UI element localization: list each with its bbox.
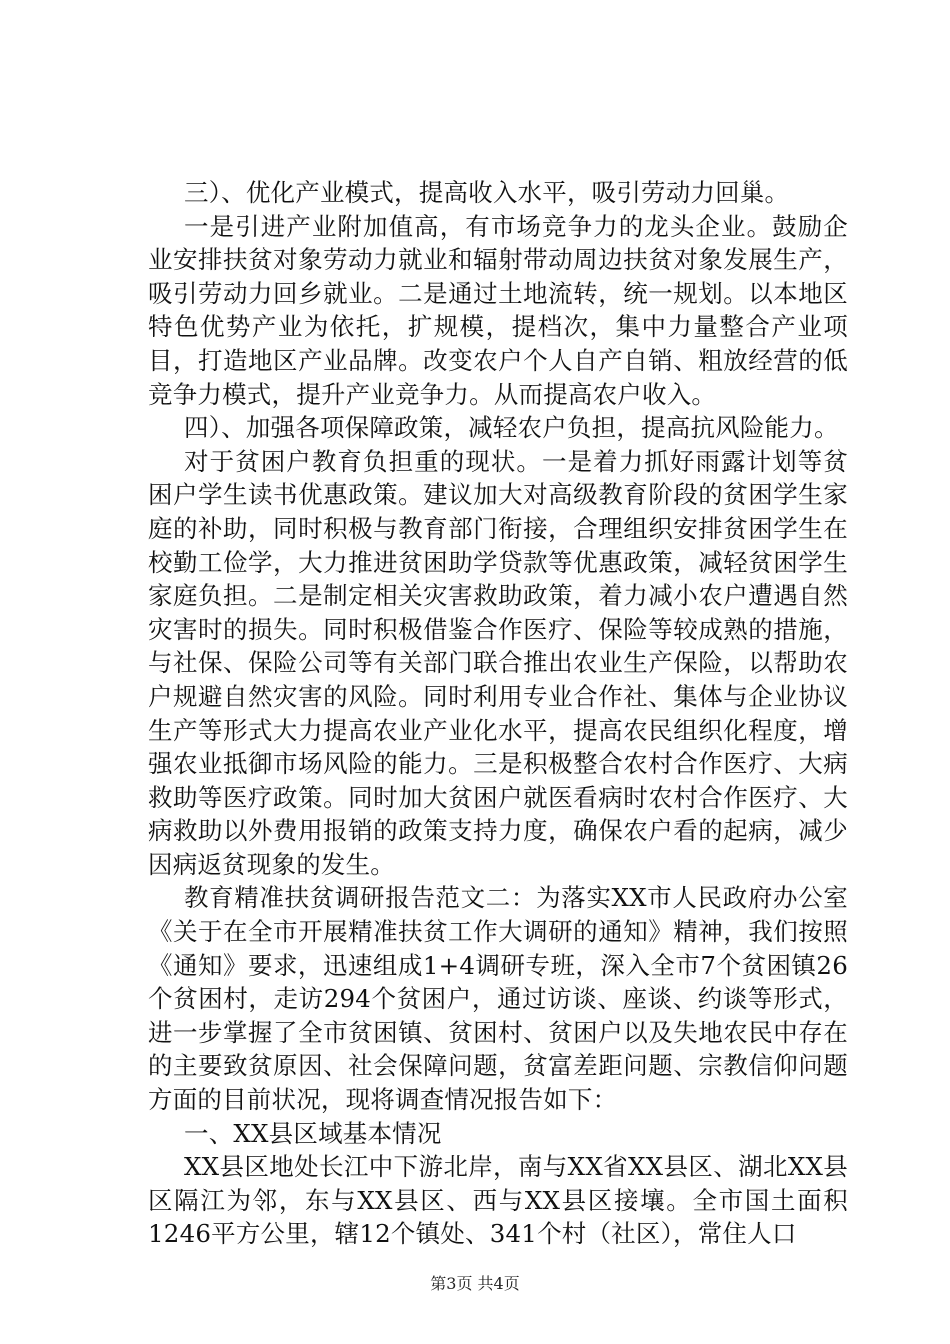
section-heading-three: 三）、优化产业模式，提高收入水平，吸引劳动力回巢。 <box>184 178 790 207</box>
paragraph-education-burden: 对于贫困户教育负担重的现状。一是着力抓好雨露计划等贫困户学生读书优惠政策。建议加大对高级教育阶段的贫困学生家庭的补助，同时积极与教育部门衔接，合理组织安排贫困学生在校勤工俭学，大力推进贫困助学贷款等优惠政策，减轻贫困学生家庭负担。二是制定相关灾害救助政策，着力减小农户遭遇自然灾害时的损失。同时积极借鉴合作医疗、保险等较成熟的措施，与社保、保险公司等有关部门联合推出农业生产保险，以帮助农户规避自然灾害的风险。同时利用专业合作社、集体与企业协议生产等形式大力提高农业产业化水平，提高农民组织化程度，增强农业抵御市场风险的能力。三是积极整合农村合作医疗、大病救助等医疗政策。同时加大贫困户就医看病时农村合作医疗、大病救助以外费用报销的政策支持力度，确保农户看的起病，减少因病返贫现象的发生。 <box>148 446 848 879</box>
paragraph-county-overview: XX县区地处长江中下游北岸，南与XX省XX县区、湖北XX县区隔江为邻，东与XX县区、西与XX县区接壤。全市国土面积1246平方公里，辖12个镇处、341个村（社区），常住人口 <box>148 1152 848 1249</box>
paragraph-industry-mode: 一是引进产业附加值高，有市场竞争力的龙头企业。鼓励企业安排扶贫对象劳动力就业和辐射带动周边扶贫对象发展生产，吸引劳动力回乡就业。二是通过土地流转，统一规划。以本地区特色优势产业为依托，扩规模，提档次，集中力量整合产业项目，打造地区产业品牌。改变农户个人自产自销、粗放经营的低竞争力模式，提升产业竞争力。从而提高农户收入。 <box>148 211 848 409</box>
page-number-footer: 第3页 共4页 <box>430 1274 520 1293</box>
document-body <box>148 176 848 1251</box>
section-heading-four: 四）、加强各项保障政策，减轻农户负担，提高抗风险能力。 <box>184 413 839 443</box>
paragraph-report-two-intro: 教育精准扶贫调研报告范文二：为落实XX市人民政府办公室《关于在全市开展精准扶贫工作大调研的通知》精神，我们按照《通知》要求，迅速组成1+4调研专班，深入全市7个贫困镇26个贫困村，走访294个贫困户，通过访谈、座谈、约谈等形式，进一步掌握了全市贫困镇、贫困村、贫困户以及失地农民中存在的主要致贫原因、社会保障问题，贫富差距问题、宗教信仰问题方面的目前状况，现将调查情况报告如下： <box>148 883 848 1115</box>
section-heading-county-overview: 一、XX县区域基本情况 <box>184 1118 442 1148</box>
